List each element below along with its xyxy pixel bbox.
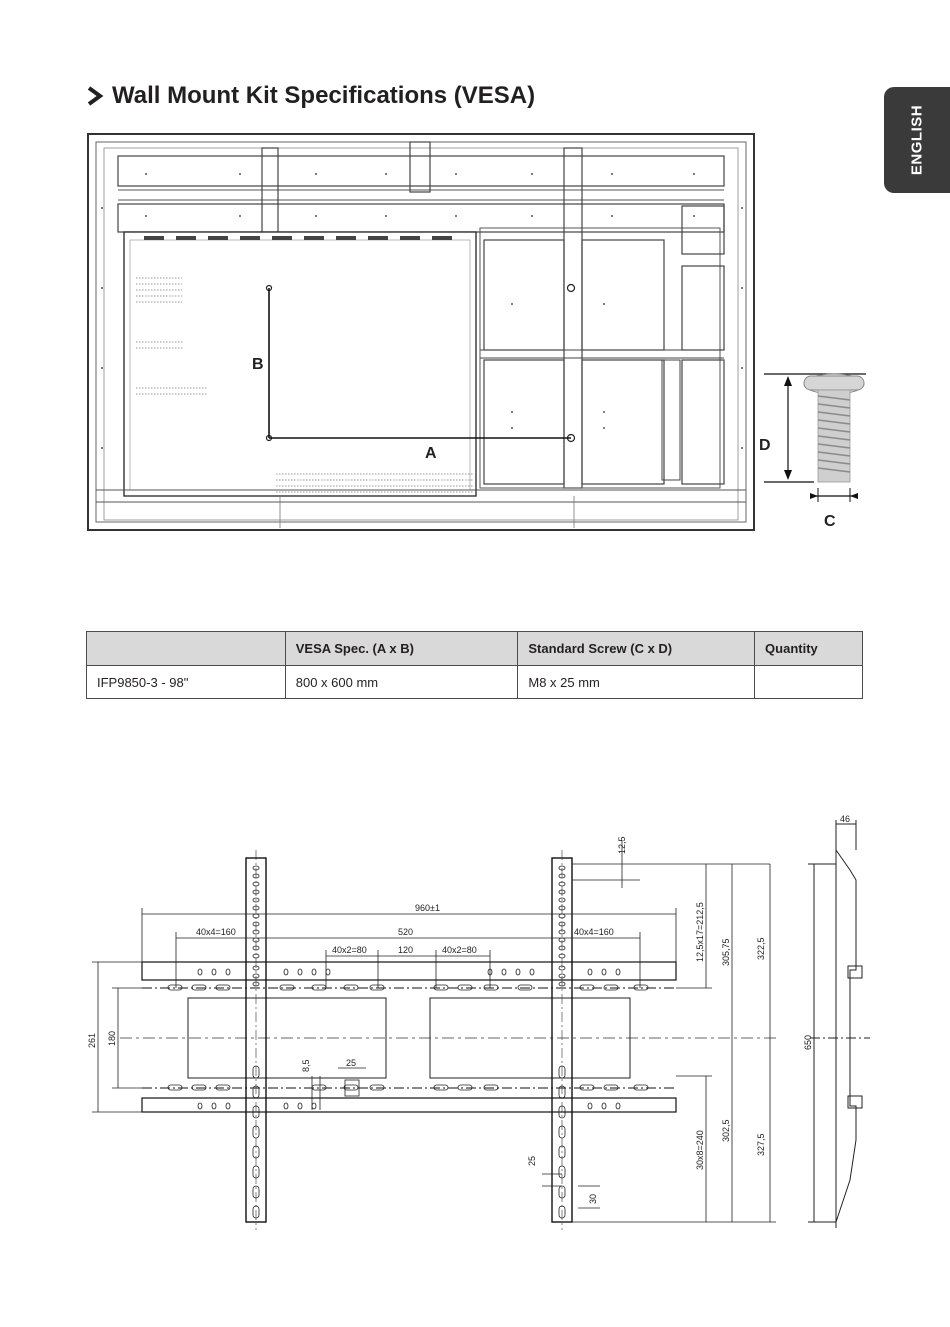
- cell-vesa-spec: 800 x 600 mm: [285, 666, 518, 699]
- dim-12-5: 12,5: [617, 836, 627, 854]
- language-tab[interactable]: [884, 87, 950, 193]
- side-profile: [808, 820, 870, 1228]
- vesa-spec-table: [86, 631, 863, 699]
- header-quantity: Quantity: [755, 632, 863, 666]
- dim-30: 30: [588, 1193, 598, 1204]
- dim-261: 261: [87, 1032, 97, 1048]
- bracket-drawing: [80, 810, 880, 1230]
- dim-120: 120: [398, 945, 414, 955]
- language-tab-label: ENGLISH: [908, 104, 926, 176]
- label-b: B: [252, 356, 264, 373]
- dim-180: 180: [107, 1030, 117, 1046]
- header-vesa-spec: VESA Spec. (A x B): [285, 632, 518, 666]
- dim-322-5: 322,5: [756, 937, 766, 960]
- table-header-row: [87, 632, 863, 666]
- page-title: Wall Mount Kit Specifications (VESA): [112, 82, 536, 109]
- header-standard-screw: Standard Screw (C x D): [518, 632, 755, 666]
- dim-30x8: 30x8=240: [695, 1130, 705, 1170]
- label-d: D: [759, 437, 771, 454]
- header-model: [87, 632, 286, 666]
- cell-model: IFP9850-3 - 98": [87, 666, 286, 699]
- dim-40x4-right: 40x4=160: [574, 927, 614, 937]
- label-c: C: [824, 513, 836, 530]
- bottom-plate: [142, 1098, 676, 1112]
- dim-12-5x17: 12,5x17=212,5: [695, 902, 705, 962]
- dim-25: 25: [346, 1058, 357, 1068]
- section-heading: [86, 80, 535, 112]
- cell-quantity: [755, 666, 863, 699]
- dim-327-5: 327,5: [756, 1133, 766, 1156]
- chevron-right-icon: [86, 86, 104, 106]
- dim-650: 650: [803, 1034, 813, 1050]
- table-row: [87, 666, 863, 699]
- dim-8-5: 8,5: [301, 1059, 311, 1072]
- dim-305-75: 305,75: [721, 938, 731, 966]
- tv-back-diagram: [80, 128, 880, 540]
- dim-960: 960±1: [415, 903, 440, 913]
- dim-46: 46: [840, 814, 851, 824]
- screw-illustration: [759, 374, 866, 530]
- top-plate: [142, 962, 676, 980]
- dim-302-5: 302,5: [721, 1119, 731, 1142]
- cell-standard-screw: M8 x 25 mm: [518, 666, 755, 699]
- dim-520: 520: [398, 927, 414, 937]
- dim-40x4-left: 40x4=160: [196, 927, 236, 937]
- label-a: A: [425, 445, 437, 462]
- dim-40x2-left: 40x2=80: [332, 945, 367, 955]
- dim-25-low: 25: [527, 1155, 537, 1166]
- dim-40x2-right: 40x2=80: [442, 945, 477, 955]
